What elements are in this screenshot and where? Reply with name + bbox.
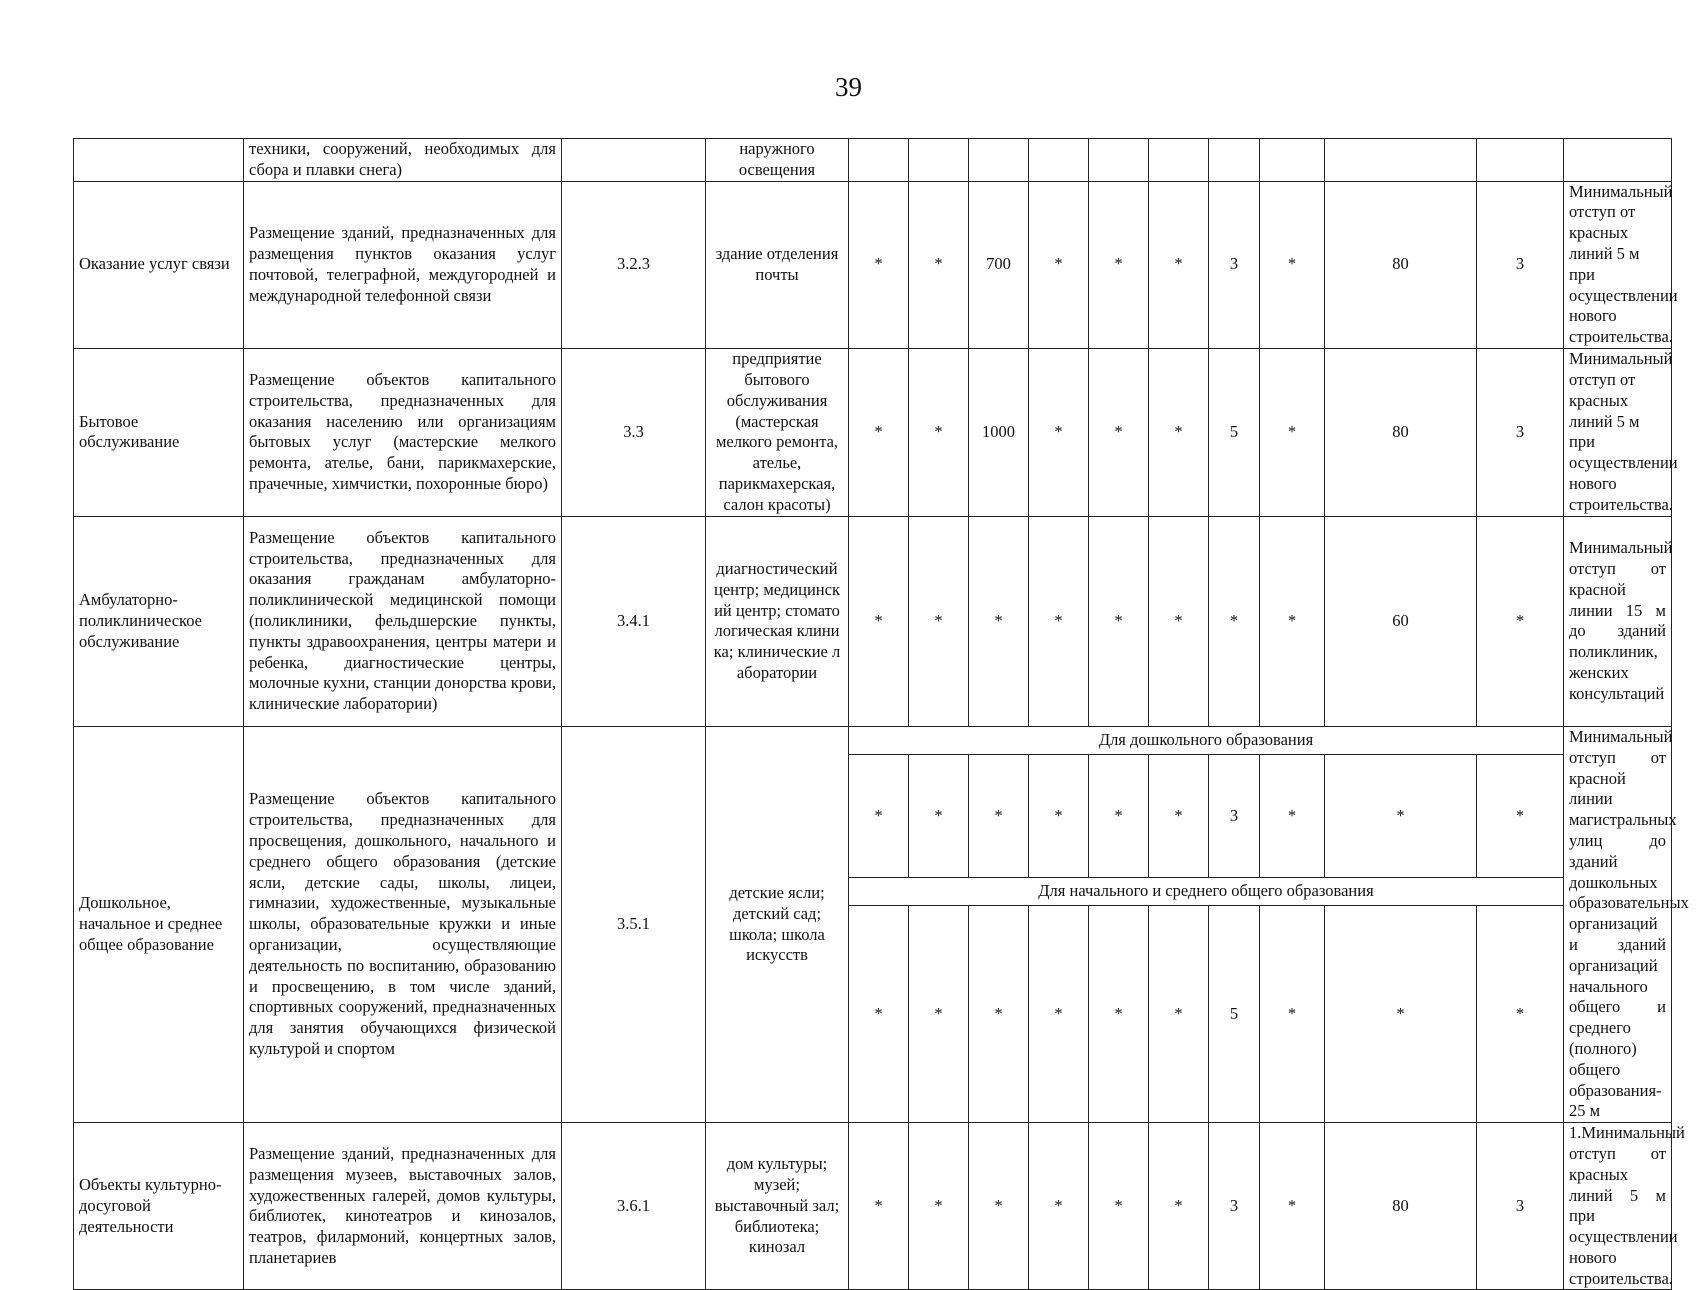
row-0-value-2 bbox=[909, 139, 969, 182]
row-1-value-5: * bbox=[1089, 181, 1149, 348]
table-row bbox=[74, 1123, 1672, 1290]
row-1-value-10: 3 bbox=[1477, 181, 1564, 348]
general-value-7: 5 bbox=[1209, 906, 1260, 1123]
row-2-value-4: * bbox=[1029, 348, 1089, 516]
general-value-3: * bbox=[969, 906, 1029, 1123]
row-1-description: Размещение зданий, предназначенных для размещения пунктов оказания услуг почтовой, телеграфной, междугородней и международной телефонной связи bbox=[244, 181, 562, 348]
row-5-value-2: * bbox=[909, 1123, 969, 1290]
row-0-value-3 bbox=[969, 139, 1029, 182]
row-2-value-9: 80 bbox=[1325, 348, 1477, 516]
page-number: 39 bbox=[835, 72, 862, 102]
general-value-5: * bbox=[1089, 906, 1149, 1123]
row-1-value-7: 3 bbox=[1209, 181, 1260, 348]
row-2-value-5: * bbox=[1089, 348, 1149, 516]
row-0-value-8 bbox=[1260, 139, 1325, 182]
general-value-2: * bbox=[909, 906, 969, 1123]
preschool-value-1: * bbox=[849, 754, 909, 878]
row-3-value-4: * bbox=[1029, 516, 1089, 726]
row-1-name: Оказание услуг связи bbox=[74, 181, 244, 348]
row-5-description: Размещение зданий, предназначенных для размещения музеев, выставочных залов, художественных галерей, домов культуры, библиотек, кинотеатров и кинозалов, театров, филармоний, концертных залов, планетариев bbox=[244, 1123, 562, 1290]
row-3-value-8: * bbox=[1260, 516, 1325, 726]
row-5-value-7: 3 bbox=[1209, 1123, 1260, 1290]
row-3-value-9: 60 bbox=[1325, 516, 1477, 726]
row-4-objects: детские ясли; детский сад; школа; школа искусств bbox=[706, 726, 849, 1122]
row-3-description: Размещение объектов капитального строительства, предназначенных для оказания гражданам амбулаторно-поликлинической медицинской помощи (поликлиники, фельдшерские пункты, пункты здравоохранения, центры матери и ребенка, диагностические центры, молочные кухни, станции донорства крови, клинические лаборатории) bbox=[244, 516, 562, 726]
preschool-value-8: * bbox=[1260, 754, 1325, 878]
row-3-value-10: * bbox=[1477, 516, 1564, 726]
row-2-value-3: 1000 bbox=[969, 348, 1029, 516]
row-2-value-1: * bbox=[849, 348, 909, 516]
row-5-code: 3.6.1 bbox=[562, 1123, 706, 1290]
row-3-value-5: * bbox=[1089, 516, 1149, 726]
row-5-name: Объекты культурно-досуговой деятельности bbox=[74, 1123, 244, 1290]
row-4-note: Минимальный отступ от красной линии магистральных улиц до зданий дошкольных образовательных организаций и зданий организаций начального общего и среднего (полного) общего образования- 25 м bbox=[1564, 726, 1672, 1122]
row-1-value-4: * bbox=[1029, 181, 1089, 348]
row-1-note: Минимальный отступ от красных линий 5 м при осуществлении нового строительства. bbox=[1564, 181, 1672, 348]
row-2-value-7: 5 bbox=[1209, 348, 1260, 516]
table-row bbox=[74, 726, 1672, 754]
row-5-value-10: 3 bbox=[1477, 1123, 1564, 1290]
row-5-value-8: * bbox=[1260, 1123, 1325, 1290]
row-5-note: 1.Минимальный отступ от красных линий 5 м при осуществлении нового строительства. bbox=[1564, 1123, 1672, 1290]
row-3-name: Амбулаторно-поликлиническое обслуживание bbox=[74, 516, 244, 726]
row-1-value-1: * bbox=[849, 181, 909, 348]
general-value-10: * bbox=[1477, 906, 1564, 1123]
table-row bbox=[74, 516, 1672, 726]
row-4-description: Размещение объектов капитального строительства, предназначенных для просвещения, дошкольного, начального и среднего общего образования (детские ясли, детские сады, школы, лицеи, гимназии, художественные, музыкальные школы, образовательные кружки и иные организации, осуществляющие деятельность по воспитанию, образованию и просвещению, в том числе зданий, спортивных сооружений, предназначенных для занятия обучающихся физической культурой и спортом bbox=[244, 726, 562, 1122]
row-2-value-10: 3 bbox=[1477, 348, 1564, 516]
general-education-subheader: Для начального и среднего общего образования bbox=[849, 878, 1564, 906]
row-0-code bbox=[562, 139, 706, 182]
row-2-description: Размещение объектов капитального строительства, предназначенных для оказания населению или организациям бытовых услуг (мастерские мелкого ремонта, ателье, бани, парикмахерские, прачечные, химчистки, похоронные бюро) bbox=[244, 348, 562, 516]
row-0-value-4 bbox=[1029, 139, 1089, 182]
preschool-value-4: * bbox=[1029, 754, 1089, 878]
row-1-objects: здание отделения почты bbox=[706, 181, 849, 348]
row-2-name: Бытовое обслуживание bbox=[74, 348, 244, 516]
preschool-value-9: * bbox=[1325, 754, 1477, 878]
row-2-objects: предприятие бытового обслуживания (мастерская мелкого ремонта, ателье, парикмахерская, салон красоты) bbox=[706, 348, 849, 516]
table-row bbox=[74, 181, 1672, 348]
row-0-name bbox=[74, 139, 244, 182]
preschool-value-3: * bbox=[969, 754, 1029, 878]
row-4-code: 3.5.1 bbox=[562, 726, 706, 1122]
row-2-value-6: * bbox=[1149, 348, 1209, 516]
row-1-value-8: * bbox=[1260, 181, 1325, 348]
row-2-code: 3.3 bbox=[562, 348, 706, 516]
row-0-value-5 bbox=[1089, 139, 1149, 182]
row-0-value-1 bbox=[849, 139, 909, 182]
table-row bbox=[74, 348, 1672, 516]
row-3-value-2: * bbox=[909, 516, 969, 726]
row-0-value-7 bbox=[1209, 139, 1260, 182]
row-2-value-2: * bbox=[909, 348, 969, 516]
row-5-value-3: * bbox=[969, 1123, 1029, 1290]
row-3-value-6: * bbox=[1149, 516, 1209, 726]
general-value-8: * bbox=[1260, 906, 1325, 1123]
row-0-objects: наружного освещения bbox=[706, 139, 849, 182]
preschool-value-5: * bbox=[1089, 754, 1149, 878]
preschool-value-6: * bbox=[1149, 754, 1209, 878]
row-5-value-5: * bbox=[1089, 1123, 1149, 1290]
row-3-value-1: * bbox=[849, 516, 909, 726]
row-1-value-2: * bbox=[909, 181, 969, 348]
row-3-value-7: * bbox=[1209, 516, 1260, 726]
preschool-value-7: 3 bbox=[1209, 754, 1260, 878]
row-2-note: Минимальный отступ от красных линий 5 м при осуществлении нового строительства. bbox=[1564, 348, 1672, 516]
row-0-value-9 bbox=[1325, 139, 1477, 182]
row-0-value-6 bbox=[1149, 139, 1209, 182]
row-1-value-6: * bbox=[1149, 181, 1209, 348]
row-2-value-8: * bbox=[1260, 348, 1325, 516]
general-value-9: * bbox=[1325, 906, 1477, 1123]
general-value-6: * bbox=[1149, 906, 1209, 1123]
row-5-value-9: 80 bbox=[1325, 1123, 1477, 1290]
row-1-value-3: 700 bbox=[969, 181, 1029, 348]
row-5-value-6: * bbox=[1149, 1123, 1209, 1290]
general-value-1: * bbox=[849, 906, 909, 1123]
row-1-code: 3.2.3 bbox=[562, 181, 706, 348]
land-use-regulations-table bbox=[73, 138, 1689, 1290]
general-value-4: * bbox=[1029, 906, 1089, 1123]
row-5-value-4: * bbox=[1029, 1123, 1089, 1290]
preschool-value-10: * bbox=[1477, 754, 1564, 878]
table-row bbox=[74, 139, 1672, 182]
row-4-name: Дошкольное, начальное и среднее общее образование bbox=[74, 726, 244, 1122]
row-3-note: Минимальный отступ от красной линии 15 м до зданий поликлиник, женских консультаций bbox=[1564, 516, 1672, 726]
row-5-value-1: * bbox=[849, 1123, 909, 1290]
row-5-objects: дом культуры; музей; выставочный зал; библиотека; кинозал bbox=[706, 1123, 849, 1290]
row-0-note bbox=[1564, 139, 1672, 182]
row-3-objects: диагностический центр; медицинский центр; стоматологическая клиника; клинические лаборатории bbox=[706, 516, 849, 726]
preschool-value-2: * bbox=[909, 754, 969, 878]
row-0-value-10 bbox=[1477, 139, 1564, 182]
preschool-subheader: Для дошкольного образования bbox=[849, 726, 1564, 754]
row-3-code: 3.4.1 bbox=[562, 516, 706, 726]
row-3-value-3: * bbox=[969, 516, 1029, 726]
row-1-value-9: 80 bbox=[1325, 181, 1477, 348]
row-0-description: техники, сооружений, необходимых для сбора и плавки снега) bbox=[244, 139, 562, 182]
